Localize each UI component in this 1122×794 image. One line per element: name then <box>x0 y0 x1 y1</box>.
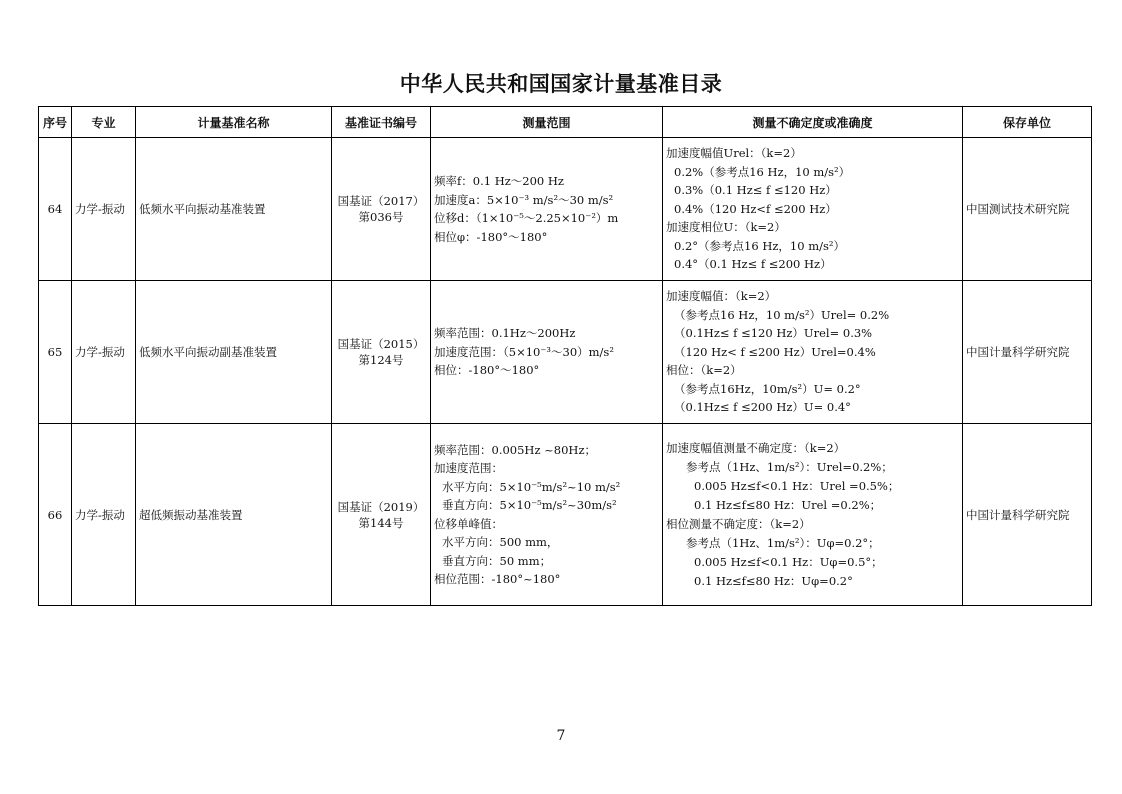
uncertainty-line: 相位测量不确定度：（k=2） <box>666 516 811 531</box>
row-unit: 中国计量科学研究院 <box>963 281 1092 424</box>
range-line: 频率范围：0.1Hz～200Hz <box>434 326 576 341</box>
header-unit: 保存单位 <box>963 107 1092 138</box>
header-field: 专业 <box>72 107 136 138</box>
uncertainty-line: 0.2°（参考点16 Hz，10 m/s²） <box>674 238 845 253</box>
uncertainty-line: （120 Hz< f ≤200 Hz）Urel=0.4% <box>674 344 876 359</box>
row-field: 力学-振动 <box>72 138 136 281</box>
row-name: 低频水平向振动基准装置 <box>136 138 332 281</box>
row-cert <box>332 424 431 606</box>
uncertainty-line: （参考点16Hz，10m/s²）U= 0.2° <box>674 381 861 396</box>
cert-line: 国基证（2019） <box>337 499 425 514</box>
uncertainty-line: 加速度幅值：（k=2） <box>666 289 777 304</box>
range-line: 水平方向：5×10⁻⁵m/s²~10 m/s² <box>442 479 621 494</box>
row-range <box>431 138 663 281</box>
uncertainty-line: 相位：（k=2） <box>666 363 742 378</box>
cert-line: 国基证（2017） <box>337 194 425 208</box>
header-uncertainty: 测量不确定度或准确度 <box>663 107 963 138</box>
range-line: 频率范围：0.005Hz ~80Hz； <box>434 442 597 457</box>
row-range <box>431 424 663 606</box>
uncertainty-line: 0.1 Hz≤f≤80 Hz：Urel =0.2%； <box>694 497 882 512</box>
range-line: 位移d：（1×10⁻⁵～2.25×10⁻²）m <box>434 211 619 225</box>
table-row <box>39 281 1092 424</box>
range-line: 相位范围：-180°~180° <box>434 572 561 586</box>
range-line: 加速度a：5×10⁻³ m/s²～30 m/s² <box>434 192 614 207</box>
uncertainty-line: 参考点（1Hz、1m/s²）：Urel=0.2%； <box>686 459 893 474</box>
range-line: 垂直方向：5×10⁻⁵m/s²~30m/s² <box>442 498 617 512</box>
uncertainty-line: 0.005 Hz≤f<0.1 Hz：Urel =0.5%； <box>694 478 900 493</box>
row-number: 65 <box>39 281 72 424</box>
row-unit: 中国测试技术研究院 <box>963 138 1092 281</box>
row-unit: 中国计量科学研究院 <box>963 424 1092 606</box>
header-range: 测量范围 <box>431 107 663 138</box>
row-uncertainty <box>663 138 963 281</box>
row-cert <box>332 281 431 424</box>
row-number: 64 <box>39 138 72 281</box>
row-field: 力学-振动 <box>72 424 136 606</box>
header-no: 序号 <box>39 107 72 138</box>
uncertainty-line: 0.4%（120 Hz<f ≤200 Hz） <box>674 201 837 216</box>
table-row <box>39 138 1092 281</box>
row-name: 超低频振动基准装置 <box>136 424 332 606</box>
table-row <box>39 424 1092 606</box>
row-uncertainty <box>663 424 963 606</box>
page-title: 中华人民共和国国家计量基准目录 <box>399 72 723 96</box>
cert-line: 第144号 <box>358 515 404 530</box>
uncertainty-line: 加速度幅值Urel：（k=2） <box>666 146 802 161</box>
header-cert: 基准证书编号 <box>332 107 431 138</box>
range-line: 频率f：0.1 Hz～200 Hz <box>434 174 564 188</box>
standards-table <box>38 106 1092 606</box>
row-field: 力学-振动 <box>72 281 136 424</box>
uncertainty-line: （0.1Hz≤ f ≤200 Hz）U= 0.4° <box>674 400 851 415</box>
row-range <box>431 281 663 424</box>
range-line: 加速度范围： <box>434 461 503 475</box>
table-header-row <box>39 107 1092 138</box>
range-line: 相位：-180°～180° <box>434 363 540 378</box>
range-line: 垂直方向：50 mm； <box>442 553 552 568</box>
uncertainty-line: 参考点（1Hz、1m/s²）：Uφ=0.2°； <box>686 535 880 550</box>
uncertainty-line: 0.2%（参考点16 Hz，10 m/s²） <box>674 164 851 179</box>
header-name: 计量基准名称 <box>136 107 332 138</box>
range-line: 水平方向：500 mm， <box>442 535 559 549</box>
uncertainty-line: 加速度相位U：（k=2） <box>666 220 786 235</box>
row-number: 66 <box>39 424 72 606</box>
uncertainty-line: 0.3%（0.1 Hz≤ f ≤120 Hz） <box>674 183 837 198</box>
row-name: 低频水平向振动副基准装置 <box>136 281 332 424</box>
uncertainty-line: （0.1Hz≤ f ≤120 Hz）Urel= 0.3% <box>674 326 873 341</box>
range-line: 相位φ：-180°～180° <box>434 229 548 244</box>
range-line: 加速度范围：（5×10⁻³～30）m/s² <box>434 344 614 359</box>
range-line: 位移单峰值： <box>434 516 503 531</box>
cert-line: 第124号 <box>358 353 404 367</box>
uncertainty-line: 0.005 Hz≤f<0.1 Hz：Uφ=0.5°； <box>694 554 883 569</box>
page-number: 7 <box>556 728 566 744</box>
uncertainty-line: 0.4°（0.1 Hz≤ f ≤200 Hz） <box>674 257 832 272</box>
row-uncertainty <box>663 281 963 424</box>
cert-line: 国基证（2015） <box>337 337 425 351</box>
uncertainty-line: 0.1 Hz≤f≤80 Hz：Uφ=0.2° <box>694 573 853 588</box>
row-cert <box>332 138 431 281</box>
uncertainty-line: 加速度幅值测量不确定度：（k=2） <box>666 440 846 455</box>
uncertainty-line: （参考点16 Hz，10 m/s²）Urel= 0.2% <box>674 307 890 322</box>
cert-line: 第036号 <box>358 210 404 224</box>
